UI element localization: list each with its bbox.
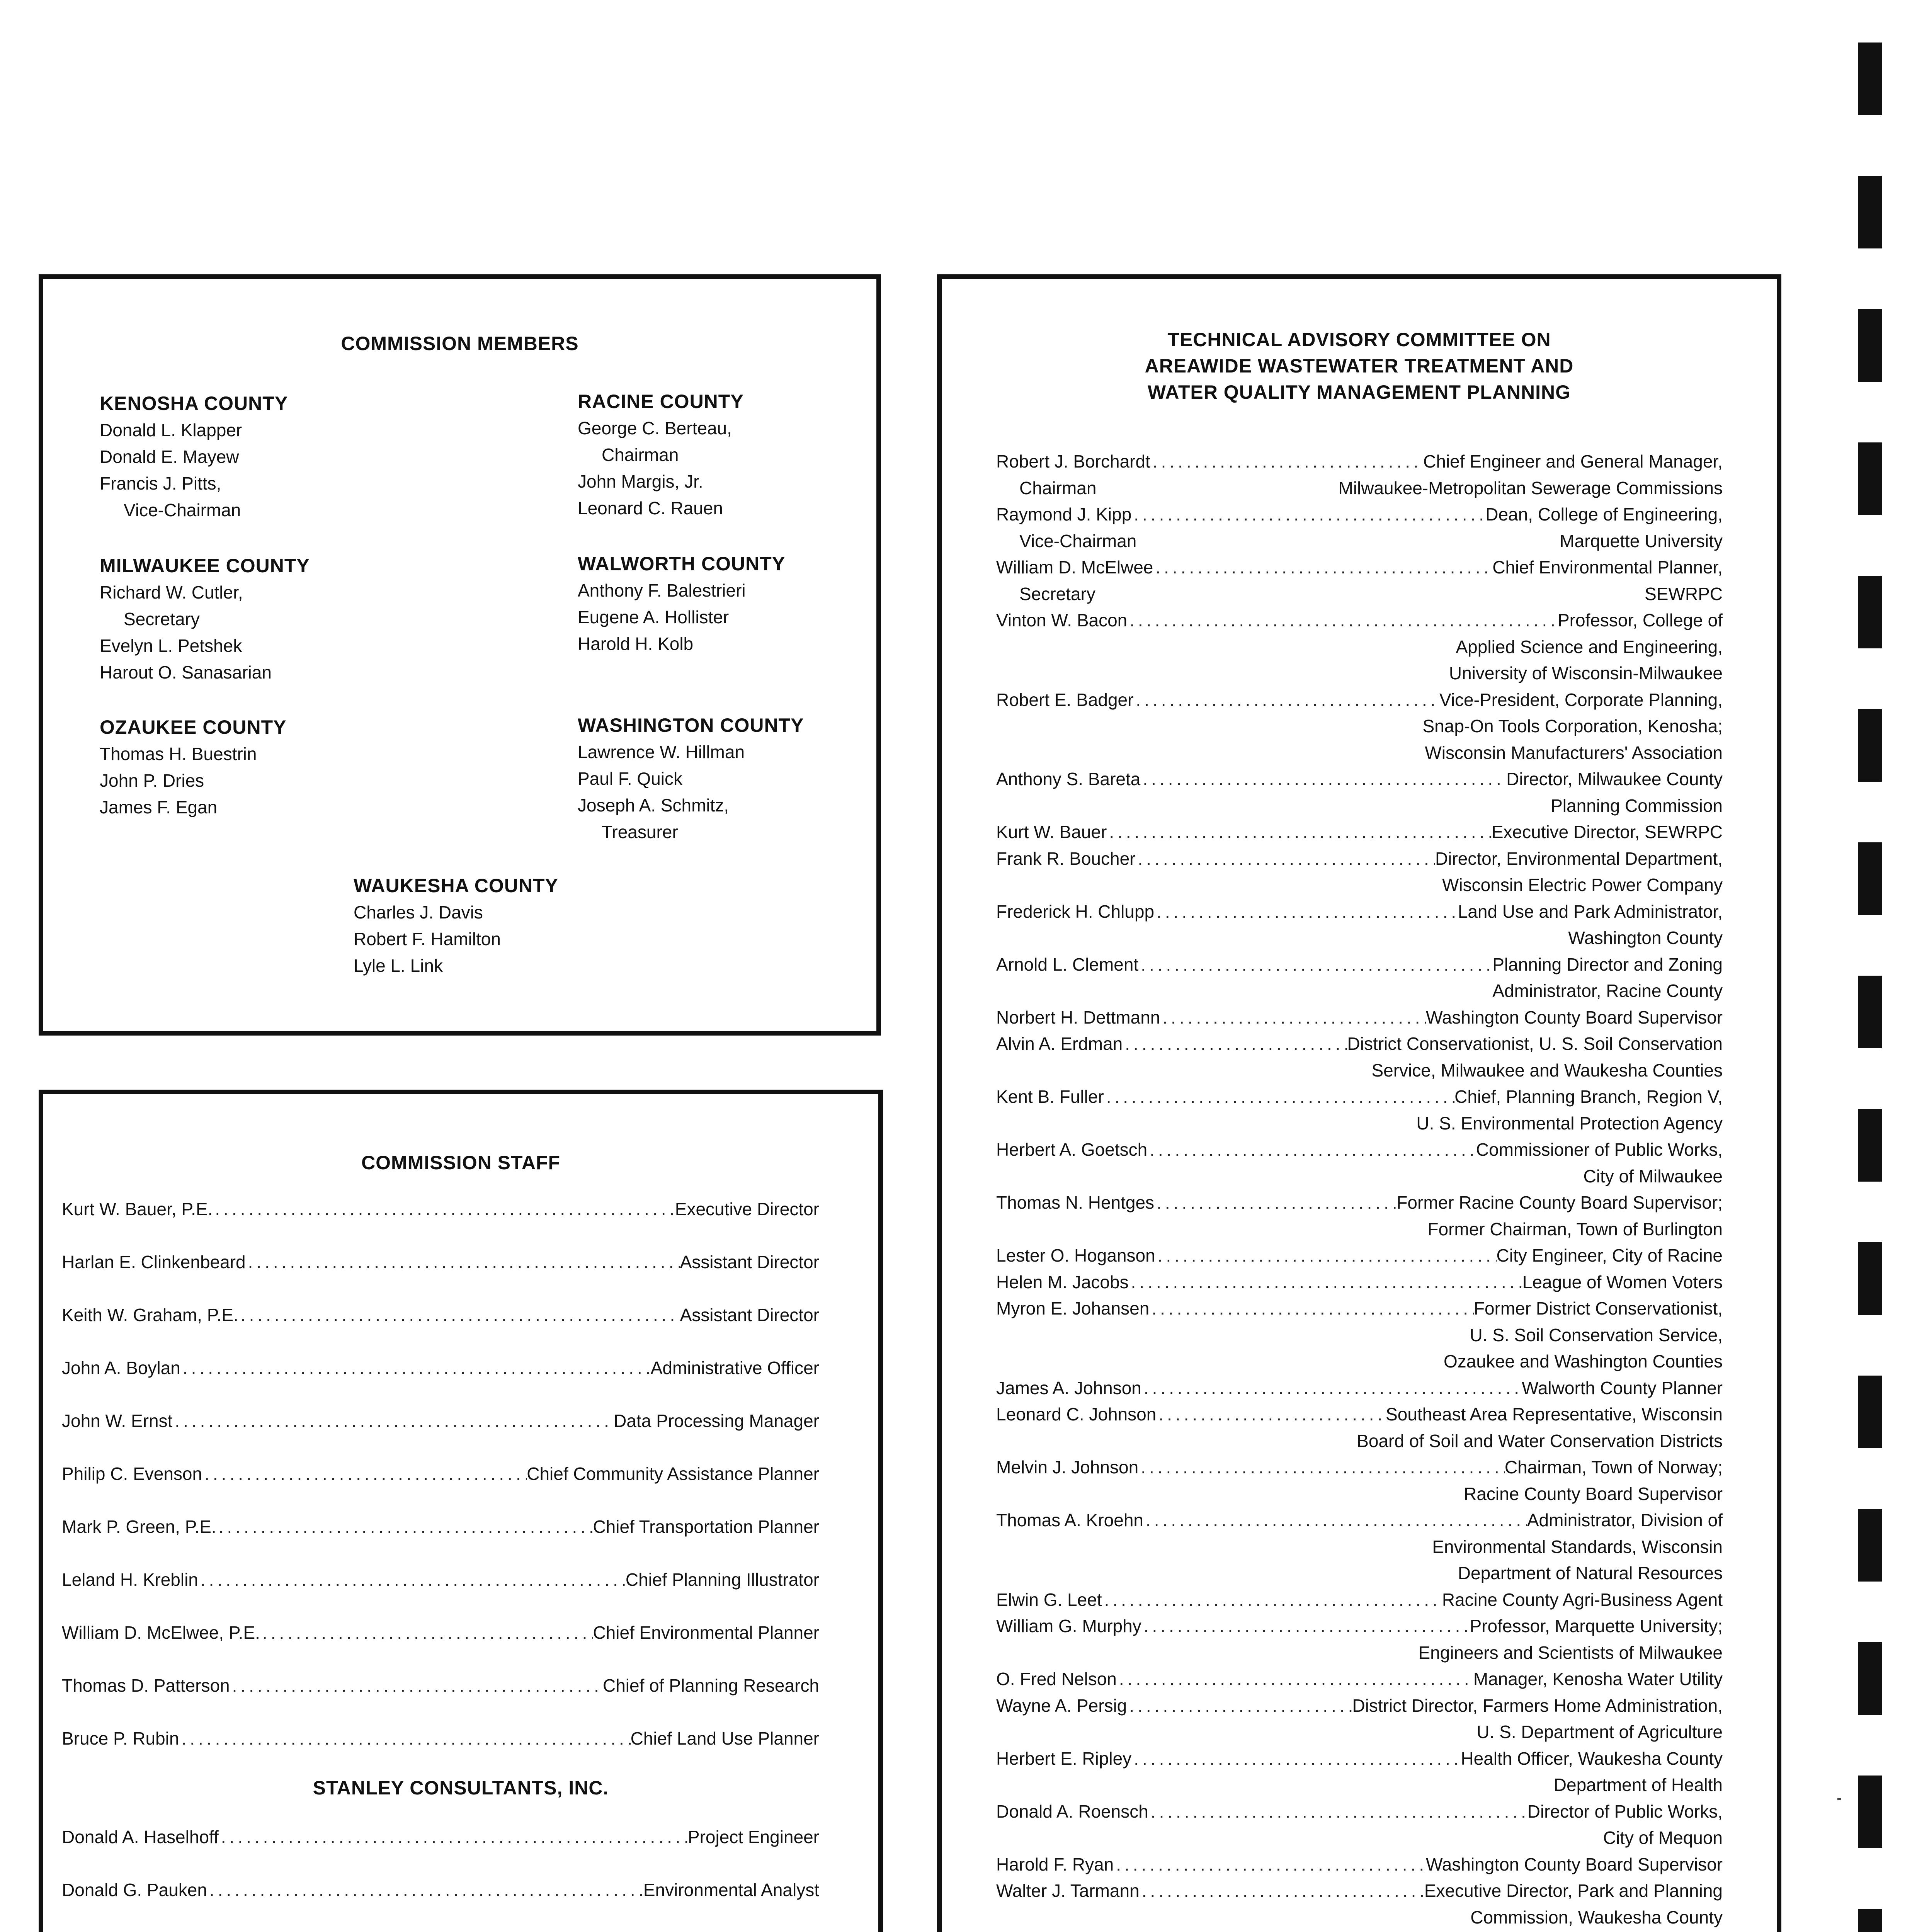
technical-committee-heading <box>937 327 1781 405</box>
staff-name: Bruce P. Rubin <box>62 1728 179 1748</box>
committee-member-title: Dean, College of Engineering, <box>1485 504 1723 524</box>
county-milwaukee <box>100 553 310 686</box>
committee-row <box>996 1083 1723 1110</box>
committee-member-name: Helen M. Jacobs <box>996 1272 1129 1292</box>
staff-row <box>62 1302 819 1328</box>
committee-member-title: Washington County Board Supervisor <box>1426 1007 1723 1027</box>
committee-title-cont: Racine County Board Supervisor <box>1464 1483 1723 1504</box>
committee-title-cont: Administrator, Racine County <box>1492 981 1723 1001</box>
county-ozaukee <box>100 714 286 821</box>
committee-member-title <box>1407 1930 1723 1932</box>
staff-row <box>62 1408 819 1434</box>
member: James F. Egan <box>100 797 218 817</box>
committee-member-title: Southeast Area Representative, Wisconsin <box>1386 1404 1723 1424</box>
consultant-title: Project Engineer <box>687 1827 819 1847</box>
member: Evelyn L. Petshek <box>100 636 242 656</box>
member: Leonard C. Rauen <box>578 498 723 518</box>
member: Harold H. Kolb <box>578 634 694 654</box>
member: John Margis, Jr. <box>578 471 703 492</box>
county-name: WASHINGTON COUNTY <box>578 714 804 736</box>
committee-member-title: Land Use and Park Administrator, <box>1458 901 1723 922</box>
committee-row <box>996 1587 1723 1613</box>
committee-row <box>996 1692 1723 1719</box>
committee-role-line <box>996 475 1723 502</box>
member: Donald E. Mayew <box>100 447 239 467</box>
member: Treasurer <box>602 822 678 842</box>
consultant-title <box>674 1930 819 1932</box>
staff-title: Chief Environmental Planner <box>593 1622 819 1643</box>
committee-member-title: Professor, College of <box>1557 610 1723 630</box>
committee-member-name: Myron E. Johansen <box>996 1298 1150 1318</box>
staff-title: Chief Community Assistance Planner <box>527 1464 819 1484</box>
committee-member-name: Thomas N. Hentges <box>996 1192 1155 1213</box>
staff-name: John W. Ernst <box>62 1411 173 1431</box>
committee-member-name: Melvin J. Johnson <box>996 1457 1139 1477</box>
consultant-row <box>62 1877 819 1903</box>
committee-row <box>996 1401 1723 1428</box>
committee-role-line <box>996 581 1723 607</box>
committee-member-name: O. Fred Nelson <box>996 1669 1117 1689</box>
technical-committee-list <box>996 448 1723 1932</box>
committee-title-cont: U. S. Department of Agriculture <box>1476 1722 1723 1742</box>
commission-members-heading: COMMISSION MEMBERS <box>341 333 579 354</box>
committee-member-title: Washington County Board Supervisor <box>1426 1854 1723 1874</box>
binding-mark <box>1858 709 1882 782</box>
staff-title: Executive Director <box>675 1199 819 1219</box>
committee-member-title: Professor, Marquette University; <box>1470 1616 1723 1636</box>
staff-title: Assistant Director <box>680 1305 819 1325</box>
committee-row <box>996 1375 1723 1401</box>
committee-title-cont: Wisconsin Electric Power Company <box>1442 875 1723 895</box>
committee-member-title: Health Officer, Waukesha County <box>1461 1748 1723 1769</box>
committee-row <box>996 607 1723 634</box>
committee-row <box>996 1242 1723 1269</box>
county-walworth <box>578 551 785 657</box>
county-racine <box>578 388 744 522</box>
staff-title: Administrative Officer <box>650 1358 819 1378</box>
binding-mark <box>1858 1376 1882 1448</box>
committee-role: Vice-Chairman <box>1019 531 1137 551</box>
consultant-name: Donald A. Haselhoff <box>62 1827 219 1847</box>
committee-member-title: District Director, Farmers Home Administration, <box>1352 1695 1723 1716</box>
staff-row <box>62 1672 819 1699</box>
consultants-list <box>62 1824 819 1932</box>
committee-member-name: Thomas A. Kroehn <box>996 1510 1143 1530</box>
member: Eugene A. Hollister <box>578 607 729 627</box>
committee-title-cont: Applied Science and Engineering, <box>1456 636 1723 657</box>
staff-name: Leland H. Kreblin <box>62 1570 198 1590</box>
committee-member-name: Herbert A. Goetsch <box>996 1139 1148 1160</box>
committee-member-title: Walworth County Planner <box>1522 1378 1723 1398</box>
committee-title-cont: Former Chairman, Town of Burlington <box>1427 1219 1723 1239</box>
committee-title-cont: Department of Natural Resources <box>1458 1563 1723 1583</box>
staff-title: Data Processing Manager <box>614 1411 819 1431</box>
committee-member-name: Wayne A. Persig <box>996 1695 1127 1716</box>
member: John P. Dries <box>100 770 204 791</box>
staff-row <box>62 1725 819 1752</box>
binding-mark <box>1858 842 1882 915</box>
consultant-name <box>62 1930 215 1932</box>
staff-title: Chief Transportation Planner <box>593 1517 819 1537</box>
committee-member-title: League of Women Voters <box>1522 1272 1723 1292</box>
committee-row <box>996 1745 1723 1772</box>
member: Lyle L. Link <box>354 956 443 976</box>
binding-mark <box>1858 1909 1882 1932</box>
committee-title-cont: Service, Milwaukee and Waukesha Counties <box>1371 1060 1723 1080</box>
committee-title-cont: Environmental Standards, Wisconsin <box>1432 1536 1723 1557</box>
committee-row <box>996 951 1723 978</box>
committee-member-name: Walter J. Tarmann <box>996 1881 1140 1901</box>
committee-row <box>996 1851 1723 1878</box>
committee-title-cont: City of Mequon <box>1603 1828 1723 1848</box>
staff-title: Assistant Director <box>680 1252 819 1272</box>
member: Donald L. Klapper <box>100 420 242 440</box>
committee-row <box>996 1004 1723 1031</box>
binding-mark <box>1858 976 1882 1048</box>
heading-line: WATER QUALITY MANAGEMENT PLANNING <box>1147 381 1571 403</box>
committee-member-title: Racine County Agri-Business Agent <box>1442 1589 1723 1610</box>
committee-member-title: Administrator, Division of <box>1527 1510 1723 1530</box>
county-name: RACINE COUNTY <box>578 391 744 412</box>
staff-title: Chief Planning Illustrator <box>625 1570 819 1590</box>
member: Paul F. Quick <box>578 769 682 789</box>
binding-mark <box>1858 1109 1882 1182</box>
committee-member-name: William D. McElwee <box>996 557 1153 577</box>
county-name: KENOSHA COUNTY <box>100 393 288 414</box>
committee-member-name <box>996 1930 1151 1932</box>
staff-list <box>62 1196 819 1752</box>
committee-row <box>996 1613 1723 1639</box>
committee-member-title: Former Racine County Board Supervisor; <box>1397 1192 1723 1213</box>
committee-member-name: Frank R. Boucher <box>996 848 1136 869</box>
binding-mark <box>1858 176 1882 248</box>
staff-row <box>62 1566 819 1593</box>
committee-member-title: Chairman, Town of Norway; <box>1504 1457 1723 1477</box>
staff-name: William D. McElwee, P.E. <box>62 1622 260 1643</box>
committee-member-title: Executive Director, SEWRPC <box>1491 822 1723 842</box>
committee-member-title: Chief Environmental Planner, <box>1492 557 1723 577</box>
committee-row <box>996 1189 1723 1216</box>
committee-row <box>996 554 1723 581</box>
committee-member-title: Chief, Planning Branch, Region V, <box>1454 1087 1723 1107</box>
staff-name: Kurt W. Bauer, P.E. <box>62 1199 213 1219</box>
binding-mark <box>1858 1776 1882 1848</box>
committee-row <box>996 1136 1723 1163</box>
member: Anthony F. Balestrieri <box>578 580 746 600</box>
committee-row <box>996 1031 1723 1057</box>
committee-member-name: Frederick H. Chlupp <box>996 901 1155 922</box>
consultants-heading: STANLEY CONSULTANTS, INC. <box>313 1777 609 1799</box>
committee-member-name: Norbert H. Dettmann <box>996 1007 1160 1027</box>
committee-title-cont: Washington County <box>1568 928 1723 948</box>
committee-row <box>996 501 1723 528</box>
committee-member-name: Kurt W. Bauer <box>996 822 1107 842</box>
committee-title-cont: U. S. Soil Conservation Service, <box>1470 1325 1723 1345</box>
staff-row <box>62 1249 819 1276</box>
committee-member-name: Anthony S. Bareta <box>996 769 1141 789</box>
committee-title-cont: Ozaukee and Washington Counties <box>1444 1351 1723 1371</box>
consultant-title: Environmental Analyst <box>643 1880 819 1900</box>
committee-member-name: Alvin A. Erdman <box>996 1034 1123 1054</box>
committee-row <box>996 1878 1723 1904</box>
committee-title-cont: Department of Health <box>1553 1775 1723 1795</box>
committee-member-title: Commissioner of Public Works, <box>1476 1139 1723 1160</box>
staff-name: John A. Boylan <box>62 1358 180 1378</box>
binding-mark <box>1858 442 1882 515</box>
committee-title-cont: Marquette University <box>1560 531 1723 551</box>
member: Chairman <box>602 445 679 465</box>
committee-member-name: William G. Murphy <box>996 1616 1141 1636</box>
county-name: WAUKESHA COUNTY <box>354 875 558 896</box>
county-name: MILWAUKEE COUNTY <box>100 555 310 577</box>
committee-member-name: James A. Johnson <box>996 1378 1141 1398</box>
committee-member-title: Vice-President, Corporate Planning, <box>1439 689 1723 710</box>
committee-title-cont: Wisconsin Manufacturers' Association <box>1425 742 1723 763</box>
committee-member-title: Manager, Kenosha Water Utility <box>1473 1669 1723 1689</box>
county-name: OZAUKEE COUNTY <box>100 716 287 738</box>
member: Secretary <box>124 609 200 629</box>
member: Vice-Chairman <box>124 500 241 520</box>
committee-row <box>996 1666 1723 1692</box>
committee-member-title: Director of Public Works, <box>1527 1801 1723 1821</box>
staff-row <box>62 1461 819 1487</box>
committee-title-cont: Engineers and Scientists of Milwaukee <box>1418 1642 1723 1663</box>
staff-row <box>62 1619 819 1646</box>
committee-row <box>996 1454 1723 1481</box>
committee-row <box>996 1295 1723 1322</box>
committee-member-name: Robert E. Badger <box>996 689 1134 710</box>
committee-member-title: Former District Conservationist, <box>1473 1298 1723 1318</box>
committee-member-title: City Engineer, City of Racine <box>1496 1245 1723 1265</box>
committee-member-name: Harold F. Ryan <box>996 1854 1114 1874</box>
committee-role: Secretary <box>1019 583 1095 604</box>
committee-member-title: Director, Environmental Department, <box>1435 848 1723 869</box>
committee-member-name: Elwin G. Leet <box>996 1589 1102 1610</box>
committee-row <box>996 687 1723 713</box>
committee-title-cont: U. S. Environmental Protection Agency <box>1416 1113 1723 1133</box>
county-name: WALWORTH COUNTY <box>578 553 786 575</box>
member: Richard W. Cutler, <box>100 582 243 602</box>
member: Charles J. Davis <box>354 902 483 922</box>
committee-role-line <box>996 528 1723 554</box>
member: Robert F. Hamilton <box>354 929 501 949</box>
committee-title-cont: Commission, Waukesha County <box>1470 1907 1723 1927</box>
committee-member-title: Director, Milwaukee County <box>1506 769 1723 789</box>
committee-row <box>996 845 1723 872</box>
consultant-name: Donald G. Pauken <box>62 1880 207 1900</box>
staff-name: Philip C. Evenson <box>62 1464 202 1484</box>
staff-row <box>62 1514 819 1540</box>
committee-title-cont: University of Wisconsin-Milwaukee <box>1449 663 1723 683</box>
committee-member-title: Chief Engineer and General Manager, <box>1423 451 1723 471</box>
committee-member-title: Planning Director and Zoning <box>1492 954 1723 975</box>
county-washington <box>578 712 804 845</box>
committee-title-cont: City of Milwaukee <box>1583 1166 1723 1186</box>
committee-member-title: District Conservationist, U. S. Soil Conservation <box>1347 1034 1723 1054</box>
binding-mark <box>1858 1642 1882 1715</box>
committee-member-name: Arnold L. Clement <box>996 954 1139 975</box>
staff-row <box>62 1196 819 1223</box>
committee-row <box>996 1930 1723 1932</box>
committee-member-name: Donald A. Roensch <box>996 1801 1148 1821</box>
staff-title: Chief of Planning Research <box>603 1675 819 1696</box>
scan-speck <box>1837 1798 1841 1800</box>
committee-title-cont: Milwaukee-Metropolitan Sewerage Commissions <box>1338 478 1723 498</box>
member: Lawrence W. Hillman <box>578 742 745 762</box>
staff-name: Keith W. Graham, P.E. <box>62 1305 238 1325</box>
member: Francis J. Pitts, <box>100 473 221 493</box>
committee-member-name: Vinton W. Bacon <box>996 610 1128 630</box>
county-waukesha <box>354 872 558 979</box>
committee-row <box>996 766 1723 793</box>
staff-title: Chief Land Use Planner <box>630 1728 819 1748</box>
member: Thomas H. Buestrin <box>100 744 257 764</box>
committee-row <box>996 898 1723 925</box>
staff-name: Thomas D. Patterson <box>62 1675 230 1696</box>
staff-name: Harlan E. Clinkenbeard <box>62 1252 246 1272</box>
committee-row <box>996 1269 1723 1296</box>
binding-mark <box>1858 576 1882 648</box>
committee-row <box>996 819 1723 845</box>
staff-row <box>62 1355 819 1381</box>
commission-staff-heading: COMMISSION STAFF <box>361 1152 561 1173</box>
committee-member-name: Kent B. Fuller <box>996 1087 1104 1107</box>
member: Joseph A. Schmitz, <box>578 795 729 815</box>
committee-member-name: Lester O. Hoganson <box>996 1245 1155 1265</box>
committee-member-name: Leonard C. Johnson <box>996 1404 1157 1424</box>
binding-mark <box>1858 43 1882 115</box>
consultant-row <box>62 1930 819 1932</box>
heading-line: TECHNICAL ADVISORY COMMITTEE ON <box>1167 329 1551 350</box>
binding-mark <box>1858 1242 1882 1315</box>
binding-mark <box>1858 1509 1882 1582</box>
committee-title-cont: Board of Soil and Water Conservation Districts <box>1357 1430 1723 1451</box>
committee-role: Chairman <box>1019 478 1097 498</box>
county-kenosha <box>100 390 288 524</box>
heading-line: AREAWIDE WASTEWATER TREATMENT AND <box>1145 355 1574 377</box>
committee-row <box>996 1507 1723 1534</box>
committee-member-name: Raymond J. Kipp <box>996 504 1132 524</box>
committee-member-title: Executive Director, Park and Planning <box>1424 1881 1723 1901</box>
committee-title-cont: Snap-On Tools Corporation, Kenosha; <box>1422 716 1723 736</box>
binding-mark <box>1858 309 1882 382</box>
member: George C. Berteau, <box>578 418 732 438</box>
consultant-row <box>62 1824 819 1850</box>
committee-member-name: Robert J. Borchardt <box>996 451 1150 471</box>
committee-title-cont: SEWRPC <box>1645 583 1723 604</box>
committee-row <box>996 1798 1723 1825</box>
committee-title-cont: Planning Commission <box>1551 795 1723 816</box>
committee-member-name: Herbert E. Ripley <box>996 1748 1132 1769</box>
member: Harout O. Sanasarian <box>100 662 272 682</box>
committee-row <box>996 448 1723 475</box>
staff-name: Mark P. Green, P.E. <box>62 1517 216 1537</box>
